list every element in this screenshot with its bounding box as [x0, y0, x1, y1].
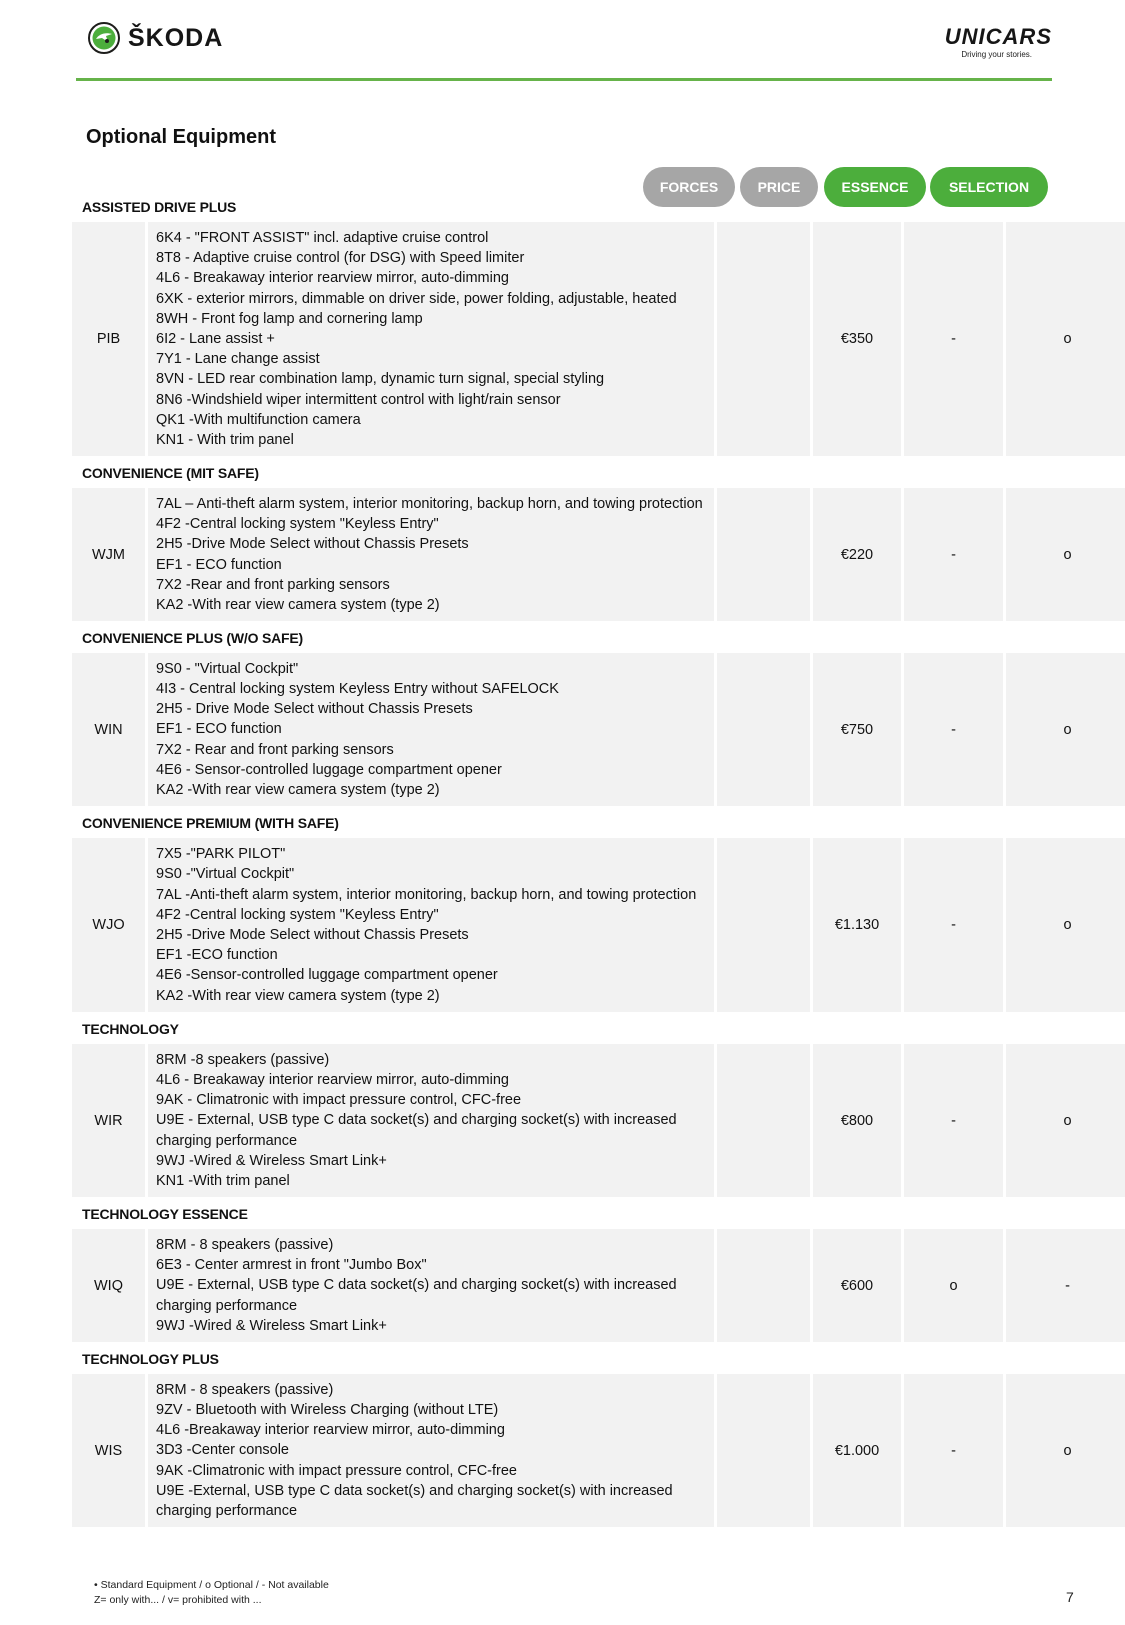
- table-row: [72, 222, 1072, 456]
- page-title: Optional Equipment: [86, 126, 276, 148]
- essence-value: -: [904, 222, 1003, 456]
- package-items: [148, 222, 714, 456]
- list-item: U9E - External, USB type C data socket(s) and charging socket(s) with increased charging performance: [156, 1277, 677, 1314]
- forces-value: [717, 1374, 810, 1527]
- selection-value: o: [1006, 653, 1125, 806]
- legend: [94, 1578, 329, 1608]
- forces-value: [717, 838, 810, 1012]
- package-code: WIR: [72, 1044, 145, 1197]
- essence-value: -: [904, 838, 1003, 1012]
- list-item: 6E3 - Center armrest in front "Jumbo Box": [156, 1257, 427, 1274]
- forces-value: [717, 1044, 810, 1197]
- unicars-tagline: Driving your stories.: [961, 50, 1032, 59]
- forces-value: [717, 222, 810, 456]
- price-value: €1.130: [813, 838, 901, 1012]
- list-item: 2H5 -Drive Mode Select without Chassis Presets: [156, 927, 469, 943]
- table-row: [72, 1374, 1072, 1527]
- table-row: [72, 488, 1072, 621]
- list-item: 4L6 - Breakaway interior rearview mirror, auto-dimming: [156, 1072, 509, 1088]
- package-items: [148, 838, 714, 1012]
- selection-value: -: [1006, 1229, 1125, 1342]
- list-item: EF1 - ECO function: [156, 556, 282, 573]
- list-item: 8VN - LED rear combination lamp, dynamic turn signal, special styling: [156, 371, 605, 388]
- list-item: U9E -External, USB type C data socket(s) and charging socket(s) with increased charging performance: [156, 1482, 673, 1520]
- section-label: ASSISTED DRIVE PLUS: [82, 199, 237, 215]
- selection-value: o: [1006, 222, 1125, 456]
- section-label: CONVENIENCE PREMIUM (WITH SAFE): [82, 815, 339, 831]
- list-item: 4E6 - Sensor-controlled luggage compartment opener: [156, 761, 502, 778]
- page-number: 7: [1066, 1589, 1074, 1605]
- price-value: €600: [813, 1229, 901, 1342]
- list-item: 3D3 -Center console: [156, 1442, 289, 1459]
- column-header-forces: FORCES: [643, 167, 735, 207]
- price-value: €1.000: [813, 1374, 901, 1527]
- list-item: 2H5 - Drive Mode Select without Chassis Presets: [156, 701, 473, 718]
- list-item: 9S0 - "Virtual Cockpit": [156, 660, 299, 677]
- list-item: 6K4 - "FRONT ASSIST" incl. adaptive cruise control: [156, 229, 489, 246]
- table-row: [72, 653, 1072, 806]
- section-label: TECHNOLOGY: [82, 1021, 179, 1037]
- list-item: 7AL – Anti-theft alarm system, interior monitoring, backup horn, and towing protection: [156, 495, 703, 512]
- selection-value: o: [1006, 488, 1125, 621]
- list-item: EF1 -ECO function: [156, 947, 278, 964]
- list-item: 9WJ -Wired & Wireless Smart Link+: [156, 1317, 387, 1334]
- skoda-emblem-icon: [88, 22, 120, 54]
- list-item: KN1 - With trim panel: [156, 431, 294, 448]
- list-item: KA2 -With rear view camera system (type 2): [156, 596, 440, 613]
- list-item: 7Y1 - Lane change assist: [156, 351, 320, 368]
- list-item: 8T8 - Adaptive cruise control (for DSG) with Speed limiter: [156, 250, 525, 267]
- skoda-wordmark: ŠKODA: [128, 23, 224, 52]
- list-item: U9E - External, USB type C data socket(s) and charging socket(s) with increased charging performance: [156, 1112, 677, 1149]
- equipment-table: [72, 196, 1072, 1533]
- essence-value: o: [904, 1229, 1003, 1342]
- list-item: 9S0 -"Virtual Cockpit": [156, 866, 295, 883]
- column-header-price: PRICE: [740, 167, 818, 207]
- column-header-selection: SELECTION: [930, 167, 1048, 207]
- list-item: 4L6 -Breakaway interior rearview mirror, auto-dimming: [156, 1422, 505, 1439]
- forces-value: [717, 1229, 810, 1342]
- list-item: 8RM -8 speakers (passive): [156, 1051, 330, 1068]
- list-item: KA2 -With rear view camera system (type 2): [156, 987, 440, 1004]
- price-value: €800: [813, 1044, 901, 1197]
- list-item: 8RM - 8 speakers (passive): [156, 1237, 334, 1253]
- essence-value: -: [904, 1374, 1003, 1527]
- list-item: 7X2 - Rear and front parking sensors: [156, 741, 394, 758]
- list-item: 9AK - Climatronic with impact pressure control, CFC-free: [156, 1092, 522, 1109]
- list-item: 7X2 -Rear and front parking sensors: [156, 576, 390, 593]
- package-items: [148, 1044, 714, 1197]
- list-item: 4L6 - Breakaway interior rearview mirror, auto-dimming: [156, 270, 509, 287]
- column-header-essence: ESSENCE: [824, 167, 926, 207]
- list-item: 4F2 -Central locking system "Keyless Entry": [156, 516, 439, 533]
- package-code: WIS: [72, 1374, 145, 1527]
- forces-value: [717, 488, 810, 621]
- package-items: [148, 1374, 714, 1527]
- unicars-wordmark: UNICARS: [944, 24, 1052, 49]
- list-item: 9WJ -Wired & Wireless Smart Link+: [156, 1152, 387, 1169]
- package-items: [148, 1229, 714, 1342]
- essence-value: -: [904, 653, 1003, 806]
- package-code: WIN: [72, 653, 145, 806]
- price-value: €220: [813, 488, 901, 621]
- price-value: €350: [813, 222, 901, 456]
- package-items: [148, 653, 714, 806]
- list-item: 4F2 -Central locking system "Keyless Entry": [156, 906, 439, 923]
- list-item: 4I3 - Central locking system Keyless Entry without SAFELOCK: [156, 681, 559, 697]
- list-item: 7X5 -"PARK PILOT": [156, 846, 286, 863]
- package-code: WJO: [72, 838, 145, 1012]
- list-item: KA2 -With rear view camera system (type 2): [156, 782, 440, 799]
- package-items: [148, 488, 714, 621]
- section-label: TECHNOLOGY PLUS: [82, 1351, 219, 1367]
- package-code: PIB: [72, 222, 145, 456]
- package-code: WJM: [72, 488, 145, 621]
- package-code: WIQ: [72, 1229, 145, 1342]
- table-row: [72, 1044, 1072, 1197]
- forces-value: [717, 653, 810, 806]
- selection-value: o: [1006, 1044, 1125, 1197]
- list-item: KN1 -With trim panel: [156, 1173, 290, 1190]
- list-item: 6XK - exterior mirrors, dimmable on driver side, power folding, adjustable, heated: [156, 290, 677, 307]
- essence-value: -: [904, 488, 1003, 621]
- list-item: 4E6 -Sensor-controlled luggage compartment opener: [156, 967, 498, 984]
- header-divider: [76, 78, 1052, 81]
- section-label: CONVENIENCE PLUS (W/O SAFE): [82, 630, 303, 646]
- table-row: [72, 838, 1072, 1012]
- section-label: CONVENIENCE (MIT SAFE): [82, 465, 259, 481]
- list-item: 9ZV - Bluetooth with Wireless Charging (without LTE): [156, 1402, 499, 1418]
- list-item: 6I2 - Lane assist +: [156, 330, 275, 347]
- price-value: €750: [813, 653, 901, 806]
- section-label: TECHNOLOGY ESSENCE: [82, 1206, 248, 1222]
- legend-line-1: • Standard Equipment / o Optional / - Not available: [94, 1579, 329, 1591]
- list-item: 7AL -Anti-theft alarm system, interior monitoring, backup horn, and towing protection: [156, 886, 697, 903]
- list-item: 8RM - 8 speakers (passive): [156, 1381, 334, 1398]
- essence-value: -: [904, 1044, 1003, 1197]
- page-header: [76, 18, 1052, 80]
- table-row: [72, 1229, 1070, 1342]
- selection-value: o: [1006, 838, 1125, 1012]
- unicars-logo: [945, 26, 1052, 59]
- list-item: EF1 - ECO function: [156, 721, 282, 738]
- list-item: 2H5 -Drive Mode Select without Chassis Presets: [156, 536, 469, 553]
- list-item: 8WH - Front fog lamp and cornering lamp: [156, 310, 423, 327]
- list-item: 9AK -Climatronic with impact pressure control, CFC-free: [156, 1462, 517, 1479]
- list-item: 8N6 -Windshield wiper intermittent control with light/rain sensor: [156, 391, 561, 408]
- skoda-logo: [88, 22, 223, 54]
- list-item: QK1 -With multifunction camera: [156, 411, 361, 428]
- legend-line-2: Z= only with... / v= prohibited with ...: [94, 1594, 262, 1606]
- selection-value: o: [1006, 1374, 1125, 1527]
